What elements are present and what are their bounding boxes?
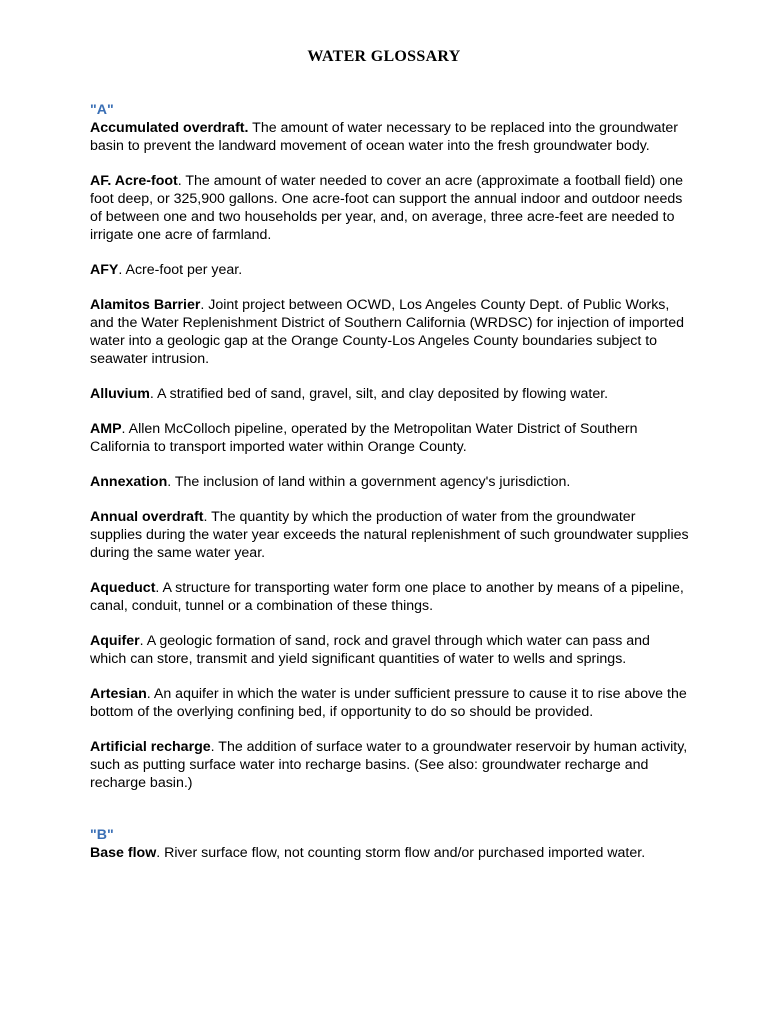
glossary-entry-afy — [90, 261, 690, 279]
glossary-entry-artificial-recharge — [90, 738, 690, 792]
glossary-term: AMP — [90, 421, 122, 437]
section-a — [90, 101, 690, 792]
glossary-definition: . River surface flow, not counting storm flow and/or purchased imported water. — [156, 845, 646, 861]
glossary-entry-aqueduct — [90, 579, 690, 615]
glossary-definition: . The quantity by which the production of water from the groundwater supplies during the water year exceeds the natural replenishment of such groundwater supplies during the same water year. — [90, 509, 689, 561]
glossary-entry-aquifer — [90, 632, 690, 668]
glossary-definition: . Allen McColloch pipeline, operated by the Metropolitan Water District of Southern California to transport imported water within Orange County. — [90, 421, 638, 455]
glossary-definition: . A geologic formation of sand, rock and gravel through which water can pass and which can store, transmit and yield significant quantities of water to wells and springs. — [90, 633, 650, 667]
glossary-term: Annual overdraft — [90, 509, 204, 525]
glossary-entry-base-flow — [90, 844, 690, 862]
glossary-entry-annual-overdraft — [90, 508, 690, 562]
document-title: WATER GLOSSARY — [307, 48, 461, 65]
glossary-term: AF. Acre-foot — [90, 173, 178, 189]
section-b — [90, 826, 690, 862]
glossary-definition: . An aquifer in which the water is under sufficient pressure to cause it to rise above the bottom of the overlying confining bed, if opportunity to do so should be provided. — [90, 686, 687, 720]
glossary-definition: . Joint project between OCWD, Los Angeles County Dept. of Public Works, and the Water Replenishment District of Southern California (WRDSC) for injection of imported water into a geologic gap at the Orange County-Los Angeles County boundaries subject to seawater intrusion. — [90, 297, 685, 367]
glossary-definition: The amount of water necessary to be replaced into the groundwater basin to prevent the landward movement of ocean water into the fresh groundwater body. — [90, 120, 679, 154]
glossary-definition: . The inclusion of land within a government agency's jurisdiction. — [167, 474, 571, 490]
glossary-term: Alamitos Barrier — [90, 297, 201, 313]
section-spacer — [90, 809, 690, 826]
glossary-definition: . A structure for transporting water form one place to another by means of a pipeline, canal, conduit, tunnel or a combination of these things. — [90, 580, 684, 614]
glossary-entry-artesian — [90, 685, 690, 721]
glossary-content — [90, 101, 690, 879]
glossary-entry-alamitos-barrier — [90, 296, 690, 368]
glossary-entry-accumulated-overdraft — [90, 119, 690, 155]
glossary-entry-acre-foot — [90, 172, 690, 244]
glossary-term: Aqueduct — [90, 580, 156, 596]
section-heading-a: "A" — [90, 102, 114, 118]
glossary-definition: . The addition of surface water to a groundwater reservoir by human activity, such as putting surface water into recharge basins. (See also: groundwater recharge and recharge basin.) — [90, 739, 688, 791]
glossary-entry-annexation — [90, 473, 690, 491]
glossary-term: Alluvium — [90, 386, 150, 402]
glossary-term: AFY — [90, 262, 119, 278]
glossary-definition: . Acre-foot per year. — [118, 262, 243, 278]
glossary-term: Annexation — [90, 474, 168, 490]
glossary-entry-alluvium — [90, 385, 690, 403]
glossary-entry-amp — [90, 420, 690, 456]
glossary-term: Base flow — [90, 845, 157, 861]
glossary-term: Aquifer — [90, 633, 140, 649]
glossary-term: Artesian — [90, 686, 147, 702]
section-heading-b: "B" — [90, 827, 114, 843]
glossary-definition: . The amount of water needed to cover an acre (approximate a football field) one foot deep, or 325,900 gallons. One acre-foot can support the annual indoor and outdoor needs of between one and two households per year, and, on average, three acre-feet are needed to irrigate one acre of farmland. — [90, 173, 684, 243]
glossary-term: Artificial recharge — [90, 739, 211, 755]
glossary-definition: . A stratified bed of sand, gravel, silt, and clay deposited by flowing water. — [149, 386, 609, 402]
glossary-term: Accumulated overdraft. — [90, 120, 249, 136]
